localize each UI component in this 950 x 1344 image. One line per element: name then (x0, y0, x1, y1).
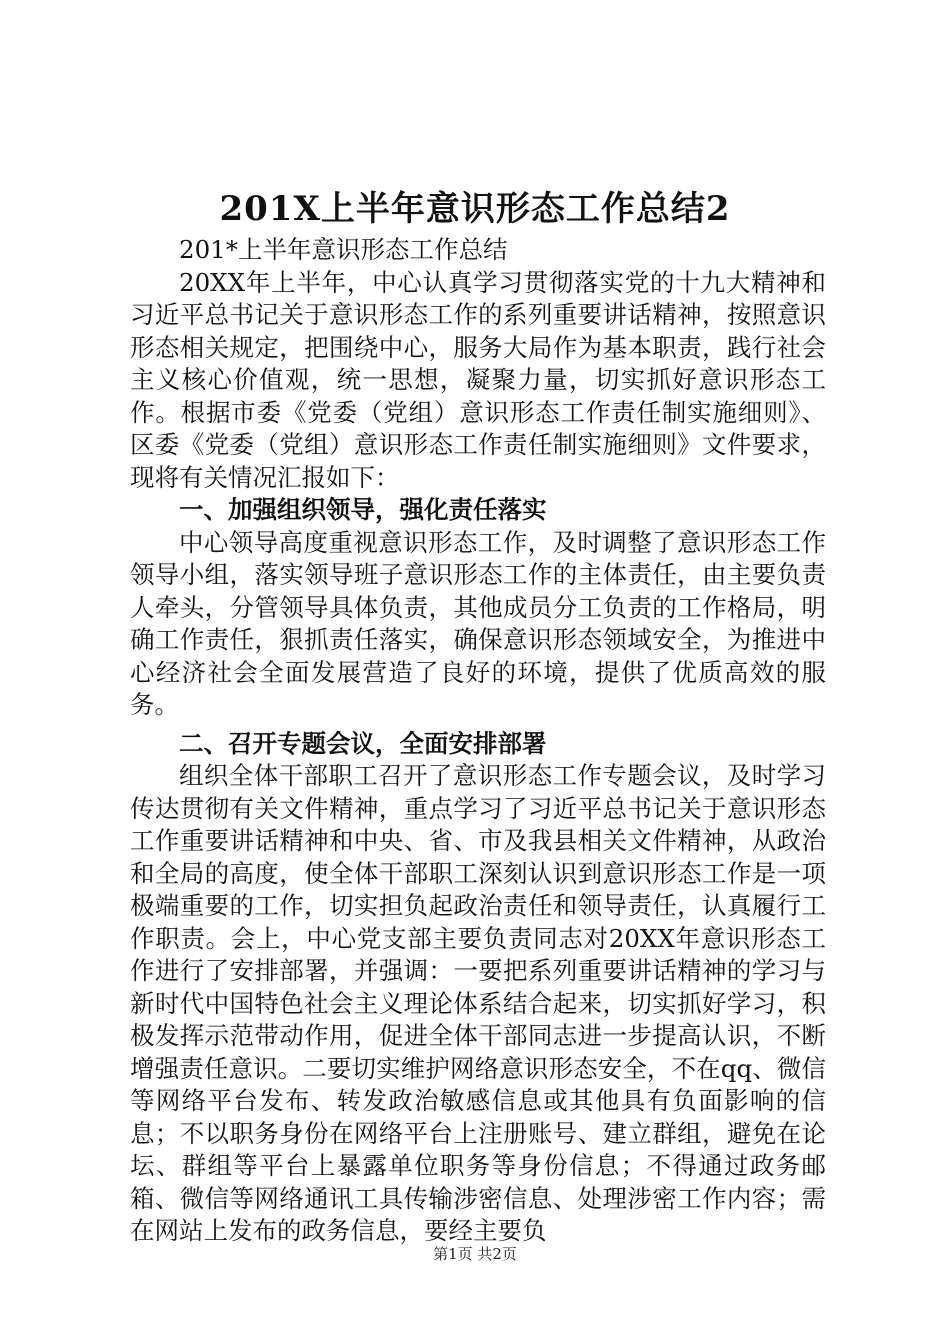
document-body (130, 234, 826, 1248)
section-1-body: 中心领导高度重视意识形态工作，及时调整了意识形态工作领导小组，落实领导班子意识形态工作的主体责任，由主要负责人牵头，分管领导具体负责，其他成员分工负责的工作格局，明确工作责任，狠抓责任落实，确保意识形态领域安全，为推进中心经济社会全面发展营造了良好的环境，提供了优质高效的服务。 (130, 527, 826, 719)
document-title: 201X上半年意识形态工作总结2 (219, 189, 731, 229)
page-footer: 第1页 共2页 (433, 1245, 517, 1263)
document-subtitle: 201*上半年意识形态工作总结 (179, 235, 508, 264)
intro-paragraph: 20XX年上半年，中心认真学习贯彻落实党的十九大精神和习近平总书记关于意识形态工作的系列重要讲话精神，按照意识形态相关规定，把围绕中心，服务大局作为基本职责，践行社会主义核心价值观，统一思想，凝聚力量，切实抓好意识形态工作。根据市委《党委（党组）意识形态工作责任制实施细则》、区委《党委（党组）意识形态工作责任制实施细则》文件要求，现将有关情况汇报如下： (130, 267, 826, 492)
section-2-body: 组织全体干部职工召开了意识形态工作专题会议，及时学习传达贯彻有关文件精神，重点学习了习近平总书记关于意识形态工作重要讲话精神和中央、省、市及我县相关文件精神，从政治和全局的高度，使全体干部职工深刻认识到意识形态工作是一项极端重要的工作，切实担负起政治责任和领导责任，认真履行工作职责。会上，中心党支部主要负责同志对20XX年意识形态工作进行了安排部署，并强调：一要把系列重要讲话精神的学习与新时代中国特色社会主义理论体系结合起来，切实抓好学习，积极发挥示范带动作用，促进全体干部同志进一步提高认识，不断增强责任意识。二要切实维护网络意识形态安全，不在qq、微信等网络平台发布、转发政治敏感信息或其他具有负面影响的信息；不以职务身份在网络平台上注册账号、建立群组，避免在论坛、群组等平台上暴露单位职务等身份信息；不得通过政务邮箱、微信等网络通讯工具传输涉密信息、处理涉密工作内容；需在网站上发布的政务信息，要经主要负 (130, 761, 826, 1245)
section-1-heading: 一、加强组织领导，强化责任落实 (179, 495, 547, 524)
section-2-heading: 二、召开专题会议，全面安排部署 (179, 728, 547, 758)
